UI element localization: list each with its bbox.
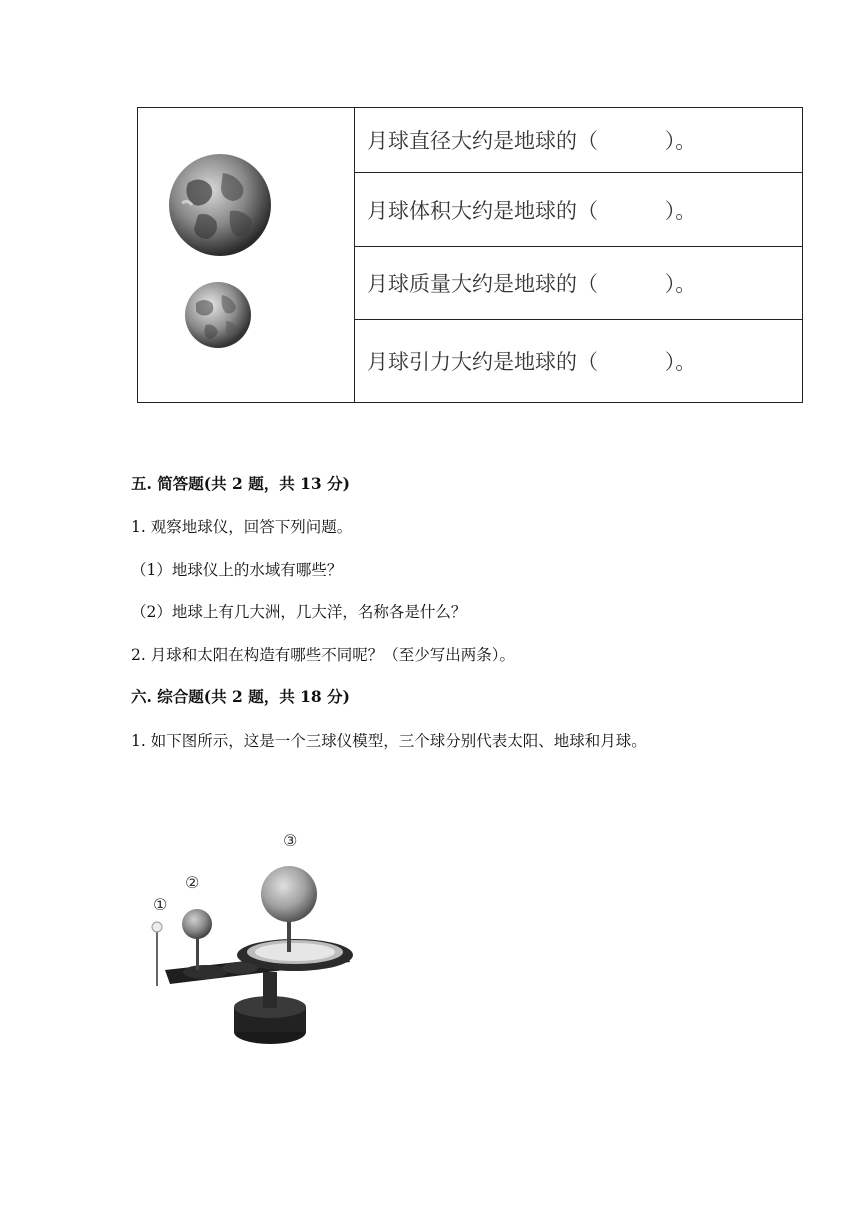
question-5-1: 1. 观察地球仪，回答下列问题。: [131, 518, 353, 536]
earth-image: [168, 153, 272, 257]
moon-diameter-question: 月球直径大约是地球的（ ）。: [367, 129, 697, 153]
orrery-model-image: [135, 822, 375, 1062]
moon-gravity-question: 月球引力大约是地球的（ ）。: [367, 350, 697, 374]
label-one: ①: [153, 895, 168, 914]
question-5-1-sub-2: （2）地球上有几大洲，几大洋，名称各是什么？: [131, 603, 467, 621]
label-three: ③: [283, 831, 298, 850]
section-5-heading: 五. 简答题(共 2 题，共 13 分): [131, 474, 350, 493]
question-5-2: 2. 月球和太阳在构造有哪些不同呢？（至少写出两条）。: [131, 646, 515, 664]
question-6-1: 1. 如下图所示，这是一个三球仪模型，三个球分别代表太阳、地球和月球。: [131, 732, 647, 750]
comparison-table: [137, 107, 803, 403]
table-row: [355, 247, 802, 320]
label-two: ②: [185, 873, 200, 892]
earth-moon-image-cell: [138, 108, 355, 402]
section-6-heading: 六. 综合题(共 2 题，共 18 分): [131, 687, 350, 706]
moon-mass-question: 月球质量大约是地球的（ ）。: [367, 272, 697, 296]
table-row: [355, 108, 802, 173]
moon-image: [184, 281, 252, 349]
question-5-1-sub-1: （1）地球仪上的水域有哪些？: [131, 561, 343, 579]
moon-volume-question: 月球体积大约是地球的（ ）。: [367, 198, 697, 223]
table-row: [355, 320, 802, 402]
table-row: [355, 173, 802, 247]
